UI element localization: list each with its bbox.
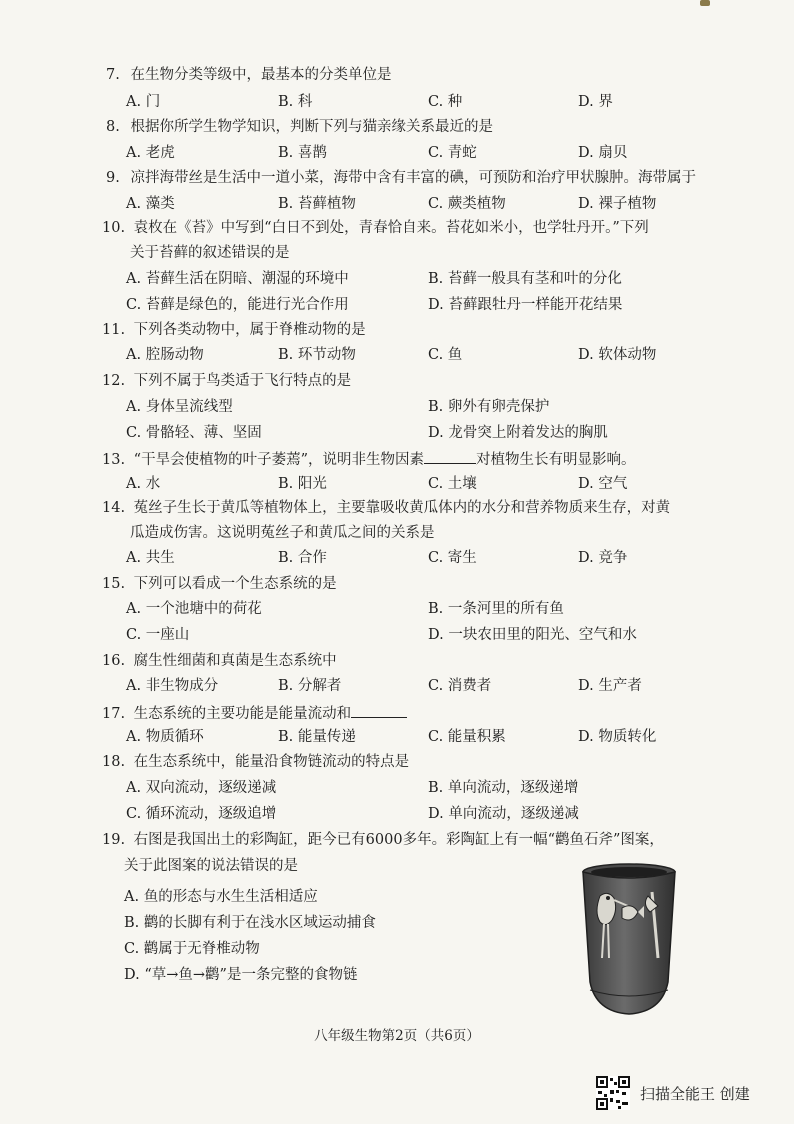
- question-stem-continued: 关于苔藓的叙述错误的是: [130, 245, 290, 261]
- answer-blank[interactable]: [424, 449, 476, 464]
- question-stem-end: 对植物生长有明显影响。: [476, 452, 636, 468]
- question-stem: 生态系统的主要功能是能量流动和: [133, 706, 352, 722]
- option-b[interactable]: B. 苔藓一般具有茎和叶的分化: [428, 271, 622, 287]
- option-d[interactable]: D. 生产者: [578, 678, 642, 694]
- question-stem: 下列不属于鸟类适于飞行特点的是: [133, 373, 352, 389]
- option-c[interactable]: C. 鱼: [428, 347, 463, 363]
- question-number: 15.: [102, 576, 126, 592]
- option-a[interactable]: A. 身体呈流线型: [126, 399, 233, 415]
- option-c[interactable]: C. 鹳属于无脊椎动物: [124, 941, 260, 957]
- option-a[interactable]: A. 腔肠动物: [126, 347, 204, 363]
- painted-pottery-vat-image: [578, 862, 680, 1020]
- option-c[interactable]: C. 骨骼轻、薄、坚固: [126, 425, 262, 441]
- option-a[interactable]: A. 藻类: [126, 196, 175, 212]
- option-d[interactable]: D. 物质转化: [578, 729, 657, 745]
- option-a[interactable]: A. 苔藓生活在阴暗、潮湿的环境中: [126, 271, 349, 287]
- question-9: [106, 169, 696, 187]
- question-stem: 凉拌海带丝是生活中一道小菜，海带中含有丰富的碘，可预防和治疗甲状腺肿。海带属于: [130, 170, 696, 186]
- option-c[interactable]: C. 苔藓是绿色的，能进行光合作用: [126, 297, 349, 313]
- option-d[interactable]: D. 空气: [578, 476, 628, 492]
- question-number: 14.: [102, 500, 126, 516]
- option-d[interactable]: D. 扇贝: [578, 145, 628, 161]
- question-18: [102, 753, 409, 771]
- option-c[interactable]: C. 消费者: [428, 678, 492, 694]
- question-12: [102, 372, 351, 390]
- option-b[interactable]: B. 环节动物: [278, 347, 356, 363]
- question-14: [102, 499, 670, 517]
- option-d[interactable]: D. 单向流动，逐级递减: [428, 806, 579, 822]
- question-stem: 腐生性细菌和真菌是生态系统中: [133, 653, 337, 669]
- scanner-label: 扫描全能王 创建: [640, 1084, 750, 1103]
- question-stem: 菟丝子生长于黄瓜等植物体上，主要靠吸收黄瓜体内的水分和营养物质来生存，对黄: [133, 500, 671, 516]
- option-a[interactable]: A. 门: [126, 94, 161, 110]
- question-stem: 下列可以看成一个生态系统的是: [133, 576, 337, 592]
- option-c[interactable]: C. 一座山: [126, 627, 190, 643]
- option-b[interactable]: B. 喜鹊: [278, 145, 327, 161]
- option-d[interactable]: D. “草→鱼→鹳”是一条完整的食物链: [124, 967, 358, 983]
- question-number: 19.: [102, 832, 126, 848]
- question-stem: 下列各类动物中，属于脊椎动物的是: [133, 322, 366, 338]
- option-c[interactable]: C. 种: [428, 94, 463, 110]
- option-b[interactable]: B. 苔藓植物: [278, 196, 356, 212]
- option-a[interactable]: A. 老虎: [126, 145, 175, 161]
- option-d[interactable]: D. 苔藓跟牡丹一样能开花结果: [428, 297, 623, 313]
- option-b[interactable]: B. 鹳的长脚有利于在浅水区域运动捕食: [124, 915, 376, 931]
- question-number: 9.: [106, 170, 120, 186]
- qr-code-icon: [596, 1076, 630, 1110]
- question-number: 16.: [102, 653, 126, 669]
- question-13: [102, 449, 636, 469]
- question-7: [106, 66, 391, 84]
- option-d[interactable]: D. 裸子植物: [578, 196, 657, 212]
- option-a[interactable]: A. 水: [126, 476, 161, 492]
- option-c[interactable]: C. 土壤: [428, 476, 477, 492]
- option-b[interactable]: B. 卵外有卵壳保护: [428, 399, 550, 415]
- question-number: 7.: [106, 67, 120, 83]
- option-a[interactable]: A. 物质循环: [126, 729, 204, 745]
- question-11: [102, 321, 366, 339]
- question-stem: 右图是我国出土的彩陶缸，距今已有6000多年。彩陶缸上有一幅“鹳鱼石斧”图案，: [133, 832, 664, 848]
- option-a[interactable]: A. 共生: [126, 550, 175, 566]
- question-stem: 在生物分类等级中，最基本的分类单位是: [130, 67, 392, 83]
- option-a[interactable]: A. 一个池塘中的荷花: [126, 601, 262, 617]
- question-8: [106, 118, 493, 136]
- question-stem: 在生态系统中，能量沿食物链流动的特点是: [133, 754, 410, 770]
- option-b[interactable]: B. 单向流动，逐级递增: [428, 780, 579, 796]
- option-b[interactable]: B. 科: [278, 94, 313, 110]
- question-17: [102, 703, 407, 723]
- option-b[interactable]: B. 一条河里的所有鱼: [428, 601, 564, 617]
- option-c[interactable]: C. 寄生: [428, 550, 477, 566]
- option-d[interactable]: D. 一块农田里的阳光、空气和水: [428, 627, 637, 643]
- option-b[interactable]: B. 合作: [278, 550, 327, 566]
- option-a[interactable]: A. 鱼的形态与水生生活相适应: [124, 889, 318, 905]
- question-stem-continued: 瓜造成伤害。这说明菟丝子和黄瓜之间的关系是: [130, 525, 435, 541]
- option-b[interactable]: B. 阳光: [278, 476, 327, 492]
- option-a[interactable]: A. 双向流动，逐级递减: [126, 780, 277, 796]
- answer-blank[interactable]: [351, 703, 407, 718]
- question-stem: 袁枚在《苔》中写到“白日不到处，青春恰自来。苔花如米小，也学牡丹开。”下列: [133, 220, 649, 236]
- question-stem: “干旱会使植物的叶子萎蔫”，说明非生物因素: [133, 452, 424, 468]
- question-number: 8.: [106, 119, 120, 135]
- question-stem: 根据你所学生物学知识，判断下列与猫亲缘关系最近的是: [130, 119, 493, 135]
- scanner-watermark: [596, 1078, 782, 1108]
- option-c[interactable]: C. 青蛇: [428, 145, 477, 161]
- question-number: 17.: [102, 706, 126, 722]
- question-19: [102, 831, 664, 849]
- question-number: 11.: [102, 322, 126, 338]
- question-number: 12.: [102, 373, 126, 389]
- question-15: [102, 575, 337, 593]
- scan-speck: [700, 0, 710, 6]
- question-stem-continued: 关于此图案的说法错误的是: [124, 858, 298, 874]
- option-b[interactable]: B. 能量传递: [278, 729, 356, 745]
- option-d[interactable]: D. 界: [578, 94, 613, 110]
- option-c[interactable]: C. 蕨类植物: [428, 196, 506, 212]
- option-c[interactable]: C. 能量积累: [428, 729, 506, 745]
- option-b[interactable]: B. 分解者: [278, 678, 342, 694]
- question-number: 18.: [102, 754, 126, 770]
- question-16: [102, 652, 337, 670]
- option-a[interactable]: A. 非生物成分: [126, 678, 219, 694]
- option-d[interactable]: D. 竞争: [578, 550, 628, 566]
- question-10: [102, 219, 649, 237]
- option-d[interactable]: D. 龙骨突上附着发达的胸肌: [428, 425, 608, 441]
- page-footer: 八年级生物第2页（共6页）: [314, 1028, 480, 1044]
- question-number: 13.: [102, 452, 126, 468]
- option-d[interactable]: D. 软体动物: [578, 347, 657, 363]
- option-c[interactable]: C. 循环流动，逐级追增: [126, 806, 277, 822]
- question-number: 10.: [102, 220, 126, 236]
